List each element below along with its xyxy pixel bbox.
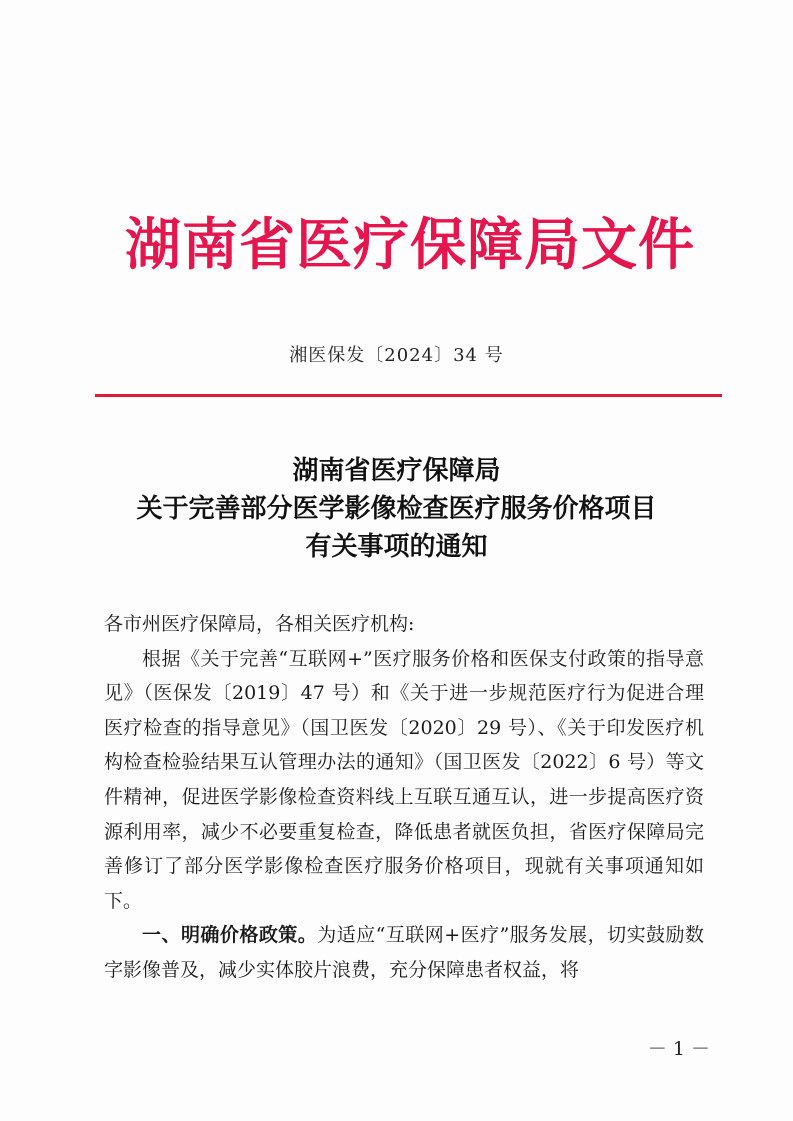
- title-line-issuer: 湖南省医疗保障局: [292, 456, 501, 486]
- red-separator-line: [95, 394, 722, 397]
- section-1-text: 为适应“互联网+医疗”服务发展，切实鼓励数字影像普及，减少实体胶片浪费，充分保障患者权益，将: [104, 924, 704, 981]
- paragraph-basis: 根据《关于完善“互联网+”医疗服务价格和医保支付政策的指导意见》（医保发〔2019〕47 号）和《关于进一步规范医疗行为促进合理医疗检查的指导意见》（国卫医发〔2020〕29 号）、《关于印发医疗机构检查检验结果互认管理办法的通知》（国卫医发〔2022〕6 号）等文件精神，促进医学影像检查资料线上互联互通互认，进一步提高医疗资源利用率，减少不必要重复检查，降低患者就医负担，省医疗保障局完善修订了部分医学影像检查医疗服务价格项目，现就有关事项通知如下。: [104, 647, 704, 912]
- page-number: － 1 －: [647, 1038, 710, 1060]
- salutation: 各市州医疗保障局，各相关医疗机构:: [104, 613, 415, 635]
- section-1-heading: 一、明确价格政策。: [142, 924, 318, 947]
- document-masthead: 湖南省医疗保障局文件: [125, 213, 695, 278]
- paragraph-section-1: [104, 918, 704, 987]
- document-title: [60, 452, 733, 566]
- title-line-subject: 关于完善部分医学影像检查医疗服务价格项目: [136, 494, 657, 524]
- title-line-subject-end: 有关事项的通知: [305, 532, 488, 562]
- document-body: [104, 607, 704, 988]
- document-number: 湘医保发〔2024〕34 号: [289, 345, 504, 366]
